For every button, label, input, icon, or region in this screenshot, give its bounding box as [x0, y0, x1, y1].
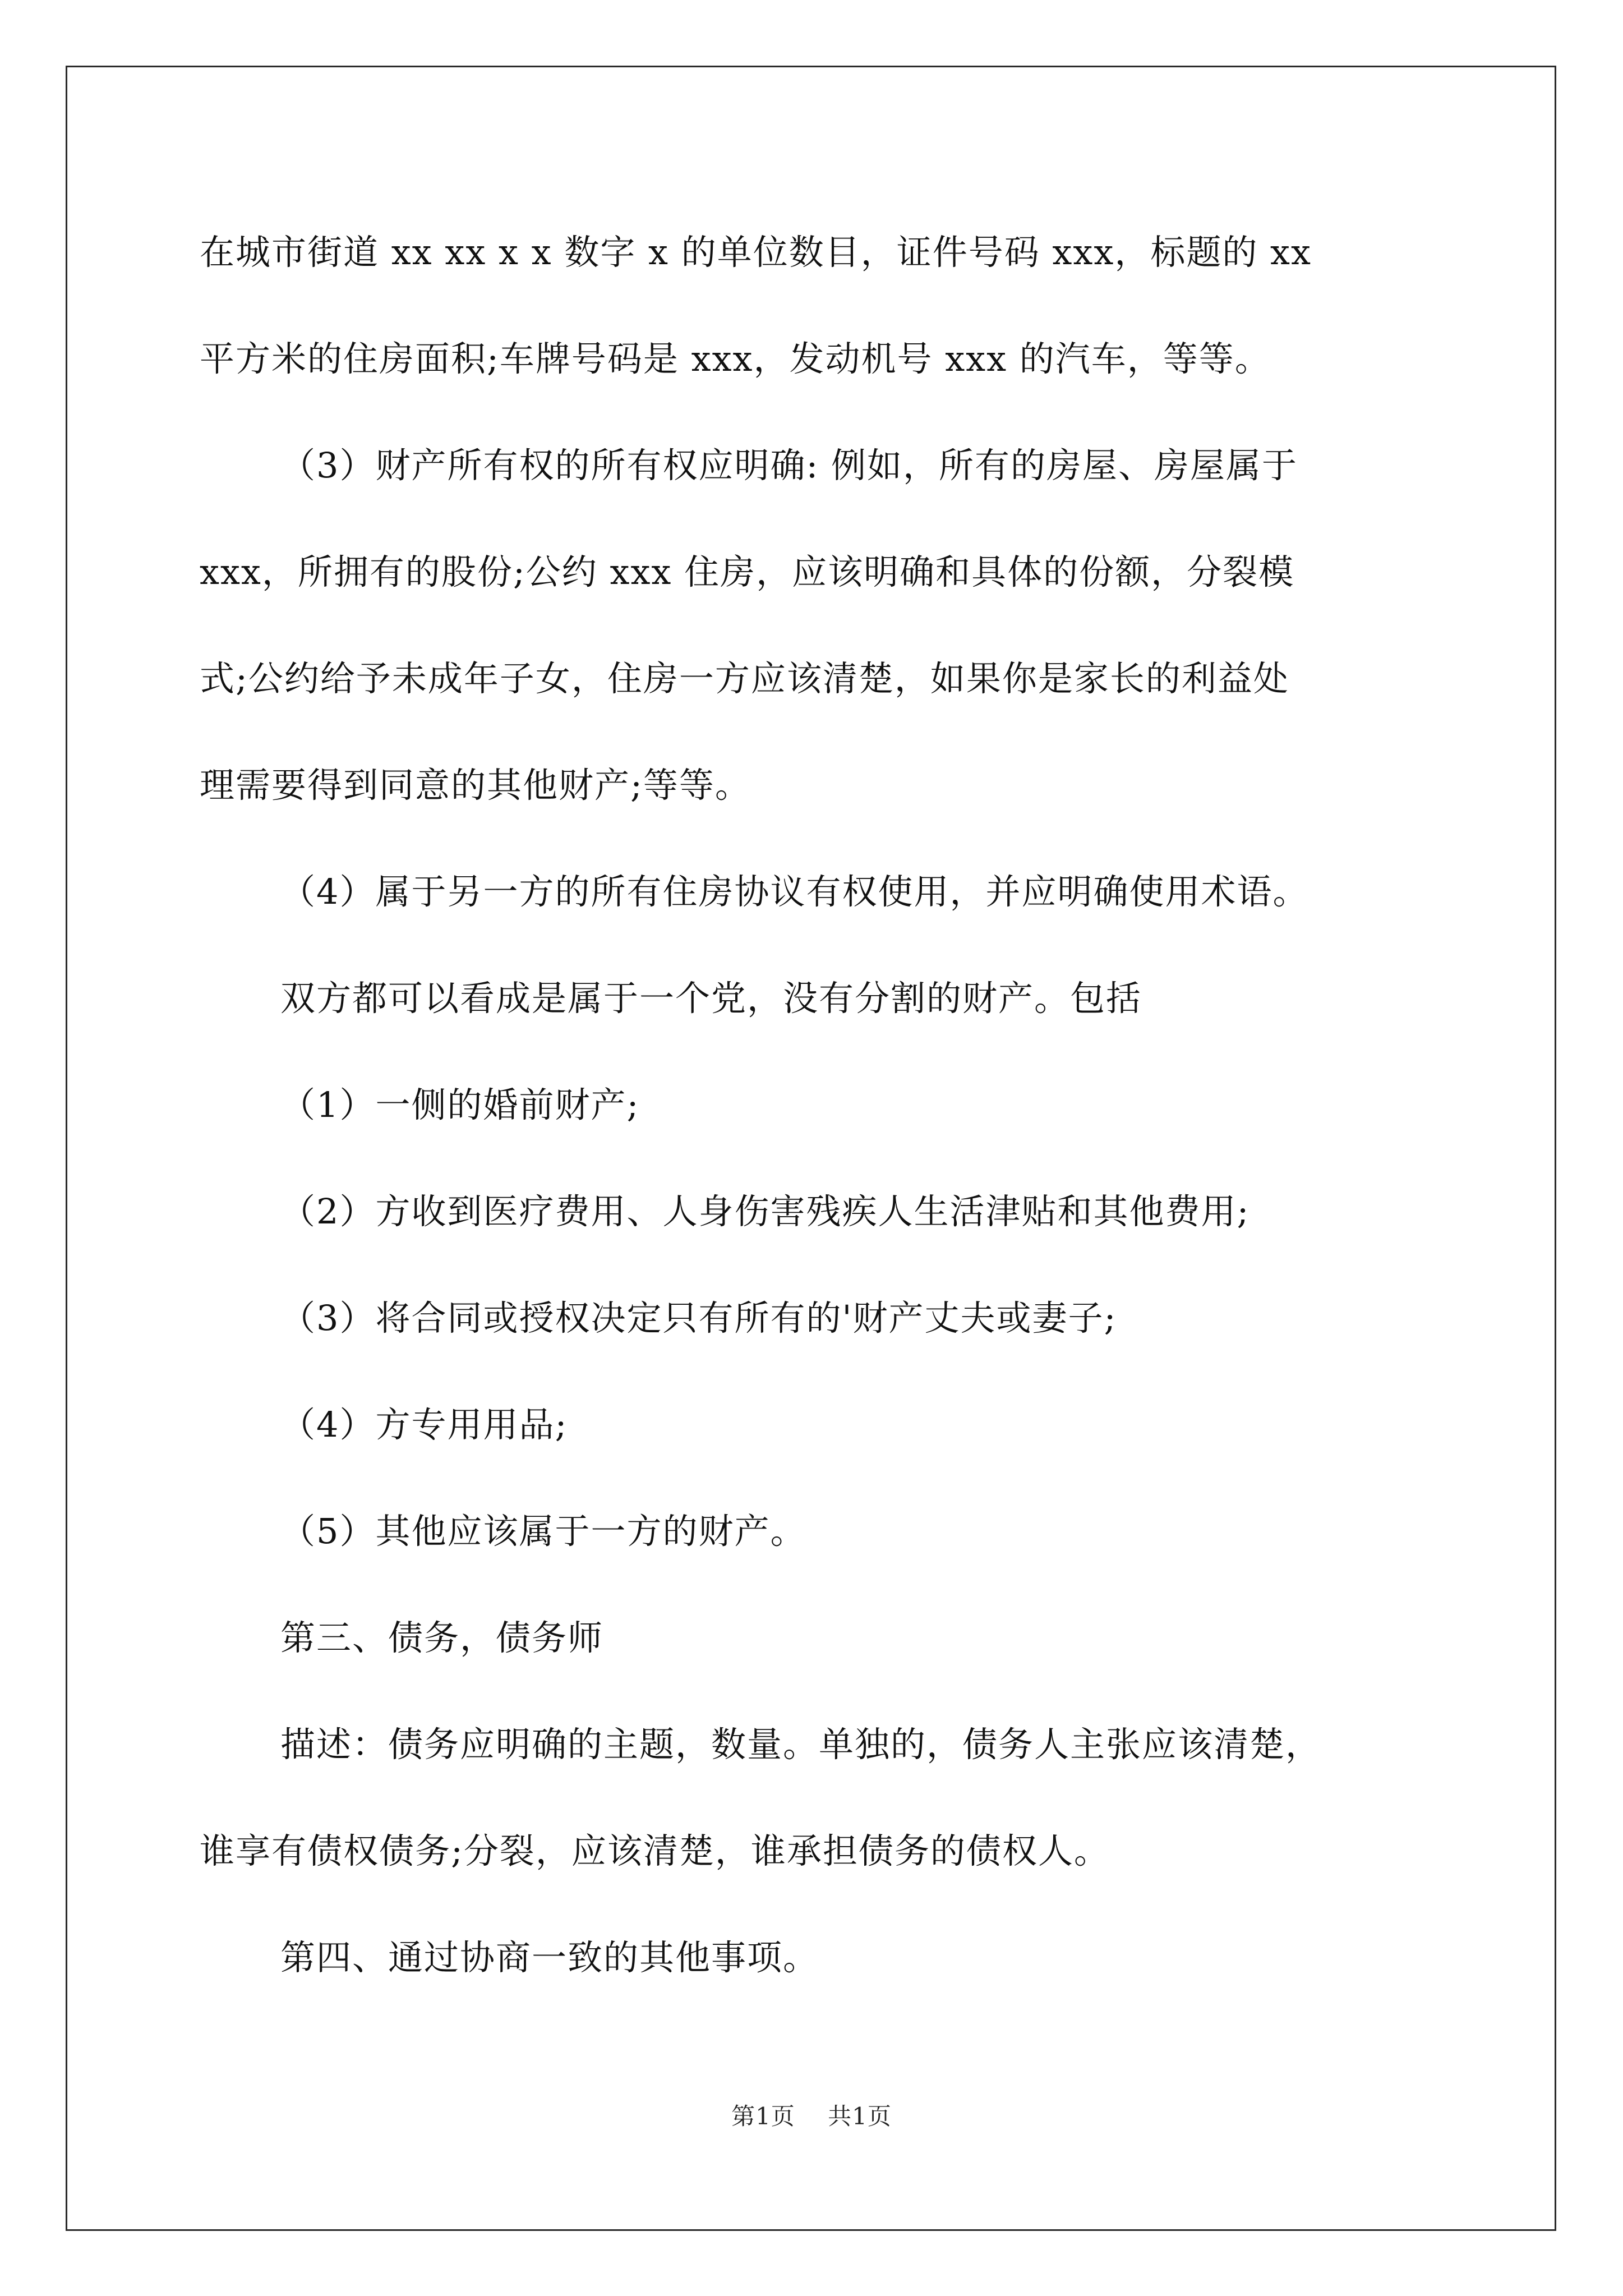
- list-item-4: （4）方专用用品;: [280, 1404, 568, 1445]
- body-line-6: 理需要得到同意的其他财产;等等。: [200, 765, 751, 806]
- page-border: [66, 66, 1556, 2231]
- section-heading-4: 第四、通过协商一致的其他事项。: [280, 1937, 819, 1978]
- page-number: 第1页: [731, 2102, 795, 2130]
- body-line-14: 描述：债务应明确的主题，数量。单独的，债务人主张应该清楚，: [280, 1724, 1322, 1765]
- body-line-5: 式;公约给予未成年子女，住房一方应该清楚，如果你是家长的利益处: [200, 658, 1289, 699]
- body-line-4: xxx，所拥有的股份;公约 xxx 住房，应该明确和具体的份额，分裂模: [200, 551, 1295, 592]
- body-line-1: 在城市街道 xx xx x x 数字 x 的单位数目，证件号码 xxx，标题的 xx: [200, 232, 1312, 273]
- section-heading-3: 第三、债务，债务师: [280, 1617, 604, 1658]
- body-line-15: 谁享有债权债务;分裂，应该清楚，谁承担债务的债权人。: [200, 1830, 1110, 1871]
- body-line-8: 双方都可以看成是属于一个党，没有分割的财产。包括: [280, 978, 1142, 1019]
- page-footer: [0, 2101, 1623, 2132]
- list-item-3: （3）将合同或授权决定只有所有的'财产丈夫或妻子;: [280, 1297, 1117, 1338]
- body-line-2: 平方米的住房面积;车牌号码是 xxx，发动机号 xxx 的汽车，等等。: [200, 338, 1271, 379]
- list-item-5: （5）其他应该属于一方的财产。: [280, 1511, 806, 1552]
- list-item-1: （1）一侧的婚前财产;: [280, 1084, 640, 1125]
- page-total: 共1页: [828, 2102, 892, 2130]
- body-line-7: （4）属于另一方的所有住房协议有权使用，并应明确使用术语。: [280, 871, 1309, 912]
- list-item-2: （2）方收到医疗费用、人身伤害残疾人生活津贴和其他费用;: [280, 1191, 1250, 1232]
- body-line-3: （3）财产所有权的所有权应明确: 例如，所有的房屋、房屋属于: [280, 445, 1298, 486]
